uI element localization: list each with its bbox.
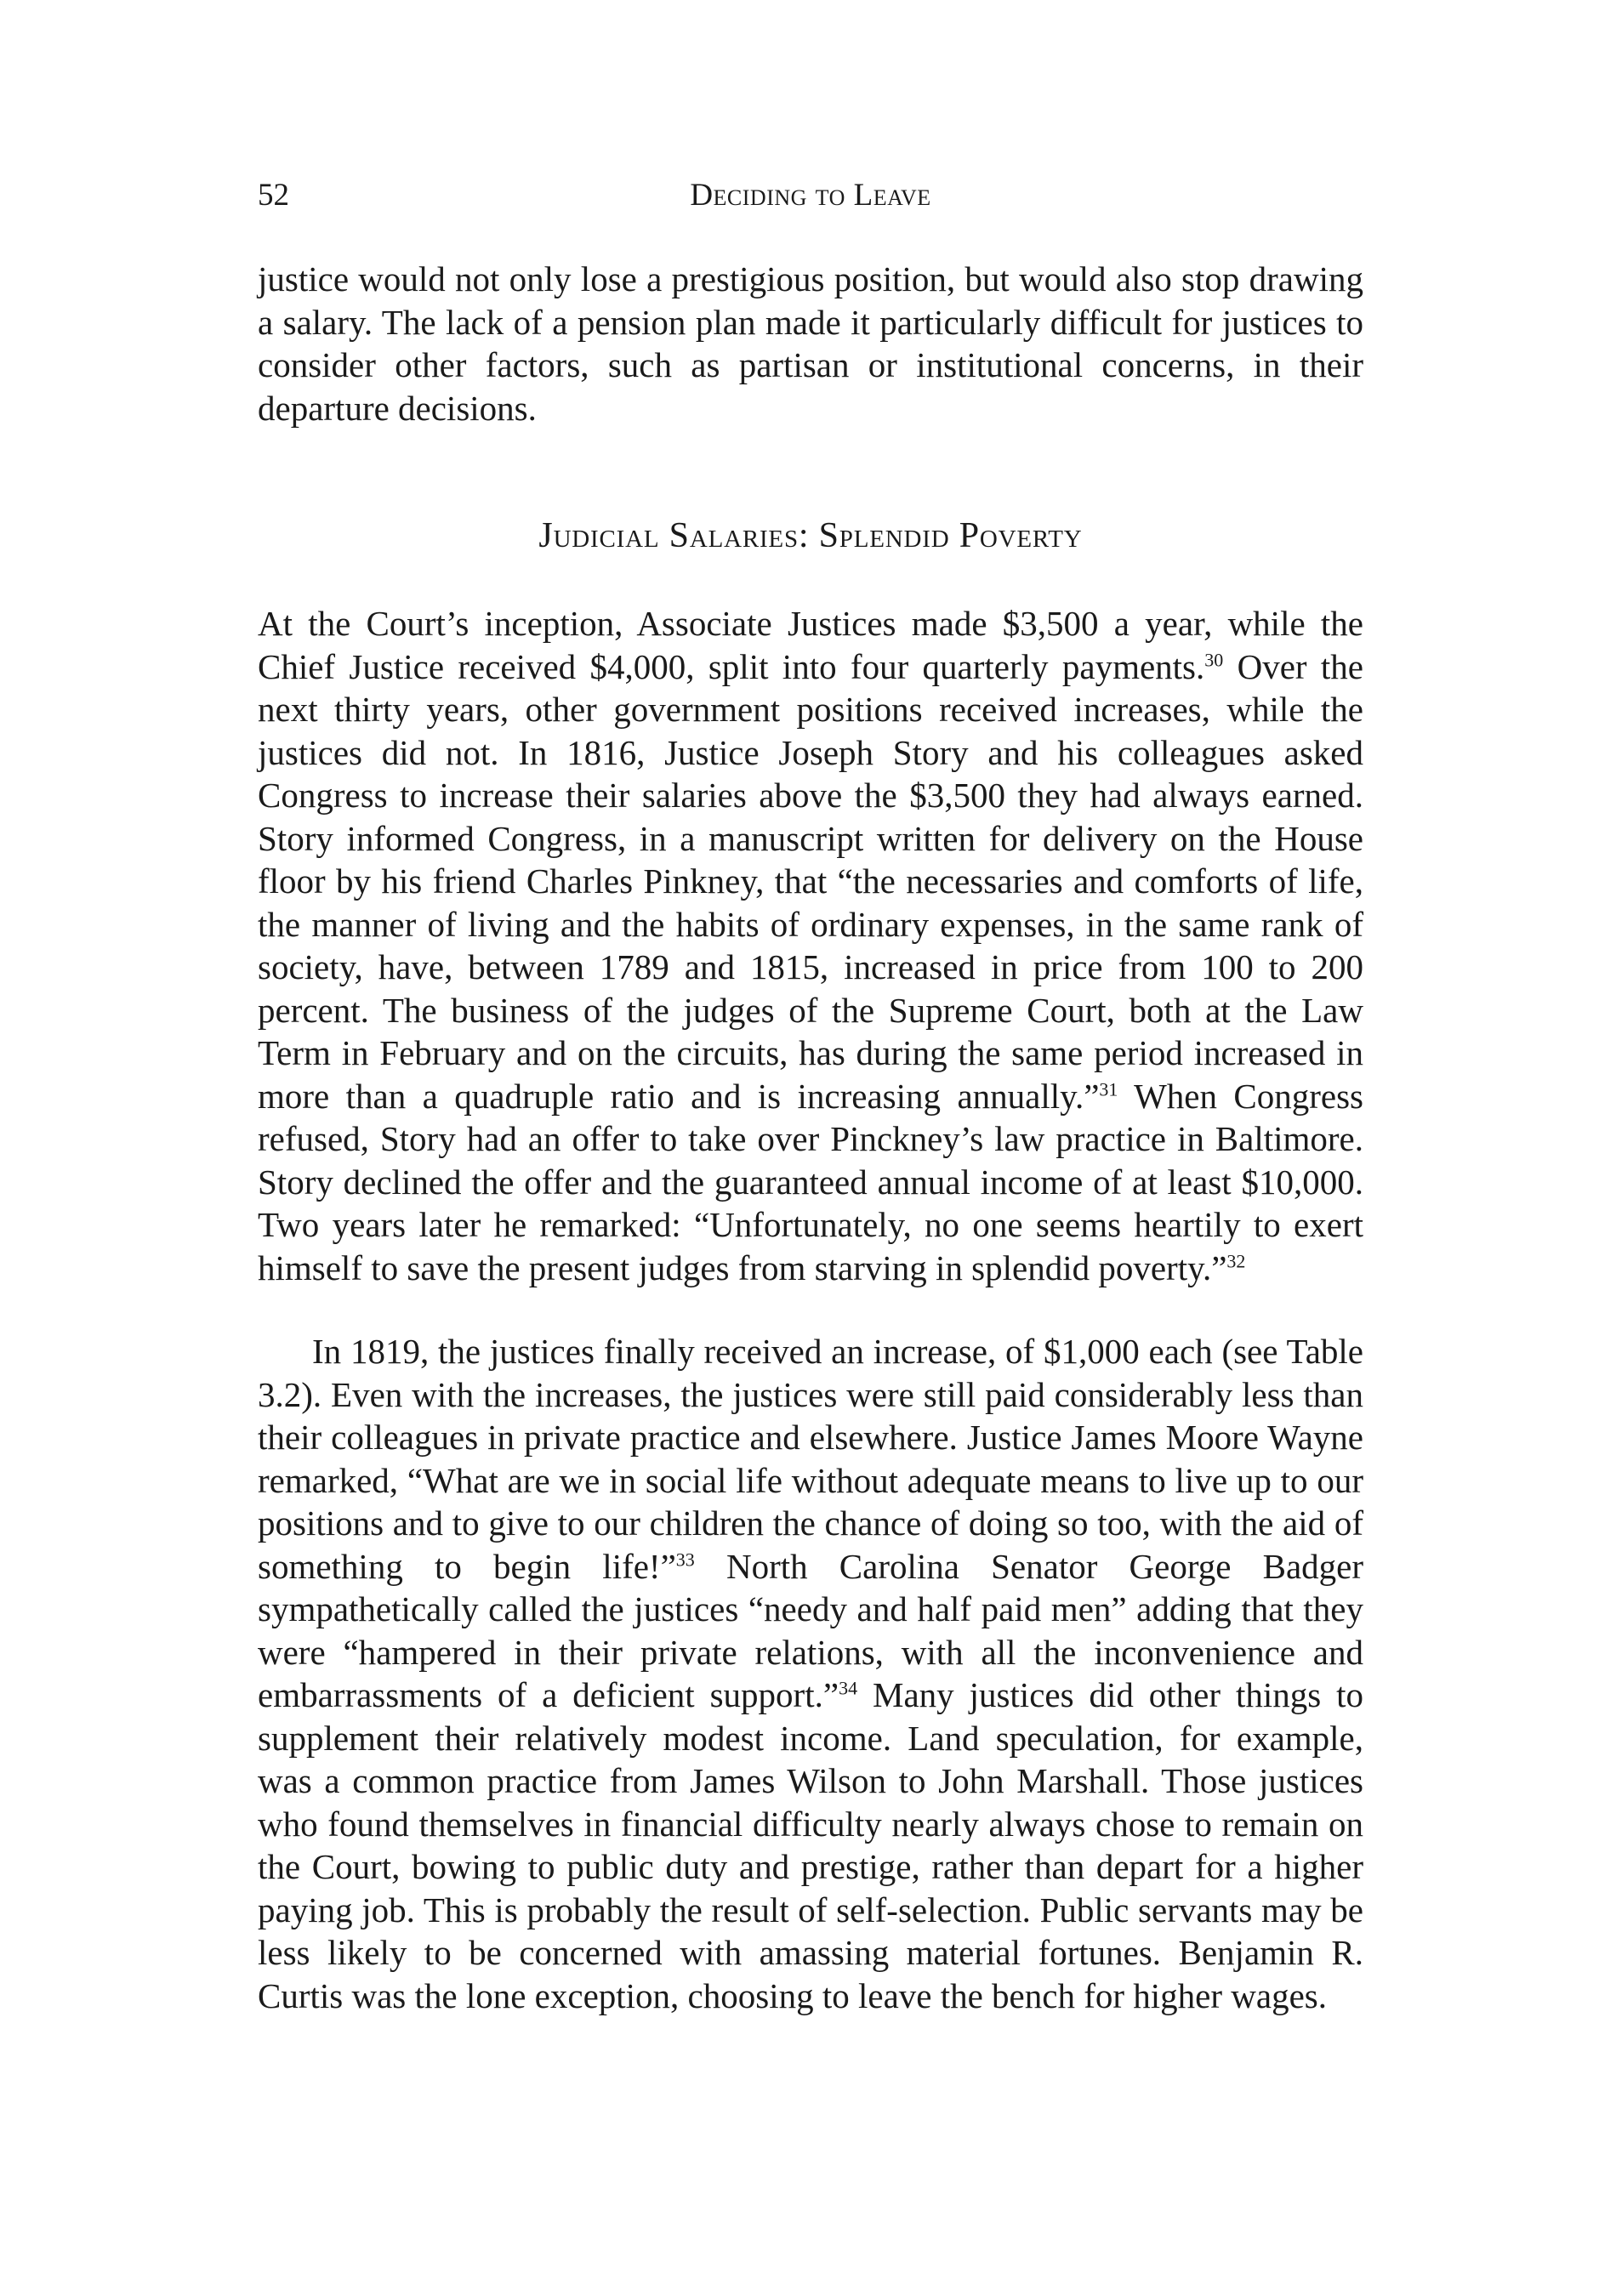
paragraph-1-text xyxy=(258,602,1363,1289)
page-number: 52 xyxy=(258,178,289,213)
paragraph-2-segment: North Carolina Senator George Badger sympathetically called the justices “needy and half paid men” adding that they were “hampered in their private relations, with all the inconvenience and embarrassments of a deficient support.” xyxy=(258,1546,1364,1714)
section-heading: Judicial Salaries: Splendid Poverty xyxy=(538,516,1083,555)
body-paragraph-2 xyxy=(258,1330,1363,2017)
intro-paragraph xyxy=(258,258,1363,429)
running-title: Deciding to Leave xyxy=(690,178,931,213)
paragraph-1-segment: Over the next thirty years, other government positions received increases, while the justices did not. In 1816, Justice Joseph Story and his colleagues asked Congress to increase their salaries above the $3,500 they had always earned. Story informed Congress, in a manuscript written for delivery on the House floor by his friend Charles Pinkney, that “the necessaries and comforts of life, the manner of living and the habits of ordinary expenses, in the same rank of society, have, between 1789 and 1815, increased in price from 100 to 200 percent. The business of the judges of the Supreme Court, both at the Law Term in February and on the circuits, has during the same period increased in more than a quadruple ratio and is increasing annually.” xyxy=(258,646,1363,1116)
body-paragraph-1 xyxy=(258,602,1363,1289)
footnote-ref-32: 32 xyxy=(1226,1249,1246,1271)
footnote-ref-33: 33 xyxy=(675,1548,695,1570)
intro-paragraph-text: justice would not only lose a prestigious position, but would also stop drawing a salary. The lack of a pension plan made it particularly difficult for justices to consider other factors, such as partisan or institutional concerns, in their departure decisions. xyxy=(258,259,1363,428)
paragraph-1-segment: At the Court’s inception, Associate Justices made $3,500 a year, while the Chief Justice received $4,000, split into four quarterly payments. xyxy=(258,604,1363,686)
footnote-ref-34: 34 xyxy=(839,1677,858,1699)
footnote-ref-31: 31 xyxy=(1099,1077,1118,1100)
paragraph-2-segment: In 1819, the justices finally received an increase, of $1,000 each (see Table 3.2). Even with the increases, the justices were still paid considerably less than their colleagues in private practice and elsewhere. Justice James Moore Wayne remarked, “What are we in social life without adequate means to live up to our positions and to give to our children the chance of doing so too, with the aid of something to begin life!” xyxy=(258,1332,1363,1586)
running-head xyxy=(258,177,1363,224)
paragraph-2-segment: Many justices did other things to supplement their relatively modest income. Land speculation, for example, was a common practice from James Wilson to John Marshall. Those justices who found themselves in financial difficulty nearly always chose to remain on the Court, bowing to public duty and prestige, rather than depart for a higher paying job. This is probably the result of self-selection. Public servants may be less likely to be concerned with amassing material fortunes. Benjamin R. Curtis was the lone exception, choosing to leave the bench for higher wages. xyxy=(258,1675,1363,2015)
paragraph-2-text xyxy=(258,1330,1363,2017)
footnote-ref-30: 30 xyxy=(1204,648,1224,670)
paragraph-1-segment: When Congress refused, Story had an offer to take over Pinckney’s law practice in Baltimore. Story declined the offer and the guaranteed annual income of at least $10,000. Two years later he remarked: “Unfortunately, no one seems heartily to exert himself to save the present judges from starving in splendid poverty.” xyxy=(258,1076,1363,1287)
